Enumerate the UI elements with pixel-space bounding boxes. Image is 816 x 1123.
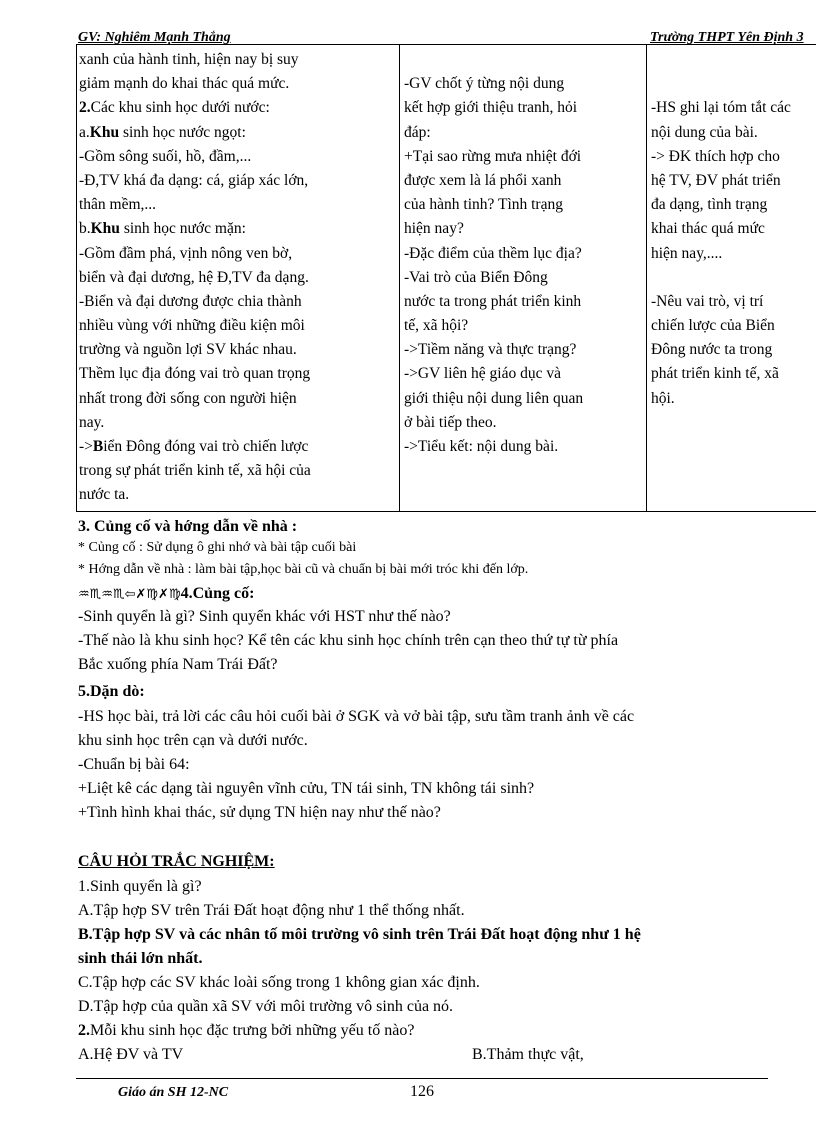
content-line-segment: Khu xyxy=(90,220,120,238)
content-line xyxy=(79,242,397,266)
quiz-q1-option-d: D.Tập hợp của quần xã SV với môi trường vô sinh của nó. xyxy=(78,998,454,1015)
content-line-segment: B xyxy=(92,438,104,455)
content-line xyxy=(79,290,397,314)
content-line-segment: -Gồm sông suối, hồ, đầm,... xyxy=(79,147,252,165)
section5-line4: +Liệt kê các dạng tài nguyên vĩnh cửu, TN tái sinh, TN không tái sinh? xyxy=(78,780,535,797)
student-activity-line: -Nêu vai trò, vị trí xyxy=(651,292,764,310)
teacher-activity-line: giới thiệu nội dung liên quan xyxy=(404,389,584,407)
section4-q2: -Thế nào là khu sinh học? Kể tên các khu sinh học chính trên cạn theo thứ tự từ phía xyxy=(78,632,619,649)
table-divider-2 xyxy=(646,44,647,511)
student-activity-line: -HS ghi lại tóm tắt các xyxy=(651,99,791,117)
content-line-segment: nhiều vùng với những điều kiện môi xyxy=(79,317,305,335)
teacher-activity-line: kết hợp giới thiệu tranh, hỏi xyxy=(404,99,578,117)
teacher-activity-line xyxy=(404,48,644,72)
teacher-activity-line: -GV chốt ý từng nội dung xyxy=(404,75,565,93)
content-line-segment: -Đ,TV khá đa dạng: cá, giáp xác lớn, xyxy=(79,171,309,189)
student-activity-line: Đông nước ta trong xyxy=(651,341,773,359)
teacher-activity-line: của hành tinh? Tình trạng xyxy=(404,196,563,214)
teacher-activity-line: ->Tiềm năng và thực trạng? xyxy=(404,341,577,359)
content-line-segment: sinh học nước mặn: xyxy=(119,220,246,238)
content-line-segment: thân mềm,... xyxy=(79,196,157,214)
footer-title: Giáo án SH 12-NC xyxy=(118,1085,229,1100)
content-line xyxy=(79,72,397,96)
table-bottom-border xyxy=(76,511,816,512)
content-line xyxy=(79,435,397,459)
content-line-segment: -Biển và đại dương được chia thành xyxy=(79,292,302,310)
content-line xyxy=(79,266,397,290)
content-line xyxy=(79,217,397,241)
section4-title-row xyxy=(78,582,254,607)
section3-line2: * Hớng dẫn về nhà : làm bài tập,học bài cũ và chuẩn bị bài mới tróc khi đến lớp. xyxy=(78,562,529,577)
teacher-activity-line: được xem là lá phổi xanh xyxy=(404,171,562,189)
teacher-activity-line: đáp: xyxy=(404,123,431,141)
teacher-activity-line: ->Tiểu kết: nội dung bài. xyxy=(404,438,559,455)
teacher-activity-line: nước ta trong phát triển kinh xyxy=(404,292,582,310)
content-line-segment: iển Đông đóng vai trò chiến lược xyxy=(103,438,309,455)
quiz-q2-option-a: A.Hệ ĐV và TV xyxy=(78,1046,184,1063)
quiz-q1 xyxy=(78,875,202,899)
quiz-q2-text: Mỗi khu sinh học đặc trưng bởi những yếu tố nào? xyxy=(90,1022,415,1039)
content-line xyxy=(79,96,397,120)
student-activity-line: nội dung của bài. xyxy=(651,123,758,141)
teacher-activity-line: tế, xã hội? xyxy=(404,317,469,335)
content-line xyxy=(79,121,397,145)
teacher-activity-line: -Vai trò của Biển Đông xyxy=(404,268,548,286)
content-line xyxy=(79,411,397,435)
student-activity-line: chiến lược của Biển xyxy=(651,317,775,335)
page-number: 126 xyxy=(410,1083,434,1100)
header-school: Trường THPT Yên Định 3 xyxy=(650,30,804,45)
quiz-q1-option-a: A.Tập hợp SV trên Trái Đất hoạt động như 1 thể thống nhất. xyxy=(78,902,465,919)
quiz-q1-option-c: C.Tập hợp các SV khác loài sống trong 1 không gian xác định. xyxy=(78,974,480,991)
content-line xyxy=(79,338,397,362)
table-col-teacher xyxy=(404,48,644,459)
content-line xyxy=(79,362,397,386)
student-activity-line xyxy=(651,48,816,72)
quiz-q1-text: Sinh quyển là gì? xyxy=(90,878,202,895)
content-line-segment: nay. xyxy=(79,413,105,431)
quiz-q1-option-b-cont: sinh thái lớn nhất. xyxy=(78,950,203,967)
content-line xyxy=(79,145,397,169)
garbled-symbols: ♒♏♒♏⇦✗♍✗♍ xyxy=(78,587,181,602)
footer-rule xyxy=(76,1078,768,1079)
student-activity-line: phát triển kinh tế, xã xyxy=(651,365,779,383)
content-line-segment: nhất trong đời sống con người hiện xyxy=(79,389,297,407)
student-activity-line: hiện nay,.... xyxy=(651,244,723,262)
content-line-segment: sinh học nước ngọt: xyxy=(119,123,246,141)
section5-title: 5.Dặn dò: xyxy=(78,683,145,700)
section4-q1: -Sinh quyển là gì? Sinh quyển khác với HST như thế nào? xyxy=(78,608,451,625)
content-line xyxy=(79,483,397,507)
content-line-segment: Khu xyxy=(89,123,120,141)
content-line-segment: trường và nguồn lợi SV khác nhau. xyxy=(79,341,297,359)
table-col-student xyxy=(651,48,816,411)
section5-line3: -Chuẩn bị bài 64: xyxy=(78,756,190,773)
quiz-q1-number: 1. xyxy=(78,878,90,895)
content-line-segment: trong sự phát triển kinh tế, xã hội của xyxy=(79,462,311,480)
content-line-segment: Thềm lục địa đóng vai trò quan trọng xyxy=(79,365,311,383)
content-line xyxy=(79,193,397,217)
section5-line2: khu sinh học trên cạn và dưới nước. xyxy=(78,732,308,749)
teacher-activity-line: hiện nay? xyxy=(404,220,464,238)
quiz-q1-option-b: B.Tập hợp SV và các nhân tố môi trường vô sinh trên Trái Đất hoạt động như 1 hệ xyxy=(78,926,641,943)
content-line-segment: 2. xyxy=(79,99,91,117)
teacher-activity-line: +Tại sao rừng mưa nhiệt đới xyxy=(404,147,582,165)
table-col-content xyxy=(79,48,397,508)
content-line-segment: -Gồm đầm phá, vịnh nông ven bờ, xyxy=(79,244,293,262)
section3-title: 3. Củng cố và hớng dẫn về nhà : xyxy=(78,518,298,535)
student-activity-line: hệ TV, ĐV phát triển xyxy=(651,171,781,189)
content-line xyxy=(79,387,397,411)
header-teacher: GV: Nghiêm Mạnh Thắng xyxy=(78,30,231,45)
teacher-activity-line: ở bài tiếp theo. xyxy=(404,413,497,431)
student-activity-line xyxy=(651,266,816,290)
section4-q2-cont: Bắc xuống phía Nam Trái Đất? xyxy=(78,656,278,673)
content-line-segment: biển và đại dương, hệ Đ,TV đa dạng. xyxy=(79,268,309,286)
student-activity-line: khai thác quá mức xyxy=(651,220,765,238)
quiz-heading: CÂU HỎI TRẮC NGHIỆM: xyxy=(78,853,275,870)
student-activity-line xyxy=(651,72,816,96)
section5-line1: -HS học bài, trả lời các câu hỏi cuối bài ở SGK và vở bài tập, sưu tầm tranh ảnh về các xyxy=(78,708,635,725)
content-line-segment: Các khu sinh học dưới nước: xyxy=(90,99,270,117)
content-line-segment: nước ta. xyxy=(79,486,130,504)
student-activity-line: đa dạng, tình trạng xyxy=(651,196,768,214)
content-line xyxy=(79,169,397,193)
quiz-q2-option-b: B.Thảm thực vật, xyxy=(472,1046,584,1063)
quiz-q2 xyxy=(78,1019,414,1043)
content-line xyxy=(79,459,397,483)
section4-title: 4.Củng cố: xyxy=(180,585,255,602)
content-line-segment: giảm mạnh do khai thác quá mức. xyxy=(79,75,290,93)
content-line xyxy=(79,48,397,72)
teacher-activity-line: ->GV liên hệ giáo dục và xyxy=(404,365,561,383)
student-activity-line: -> ĐK thích hợp cho xyxy=(651,147,780,165)
table-left-border xyxy=(76,44,77,511)
section3-line1: * Củng cố : Sử dụng ô ghi nhớ và bài tập cuối bài xyxy=(78,540,357,555)
content-line-segment: -> xyxy=(79,438,93,455)
table-top-border xyxy=(76,44,816,45)
content-line-segment: b. xyxy=(79,220,91,238)
section5-line5: +Tình hình khai thác, sử dụng TN hiện nay như thế nào? xyxy=(78,804,441,821)
quiz-q2-number: 2. xyxy=(78,1022,90,1039)
content-line xyxy=(79,314,397,338)
table-divider-1 xyxy=(399,44,400,511)
student-activity-line: hội. xyxy=(651,389,675,407)
content-line-segment: a. xyxy=(79,123,90,141)
teacher-activity-line: -Đặc điểm của thềm lục địa? xyxy=(404,244,582,262)
content-line-segment: xanh của hành tinh, hiện nay bị suy xyxy=(79,51,299,68)
